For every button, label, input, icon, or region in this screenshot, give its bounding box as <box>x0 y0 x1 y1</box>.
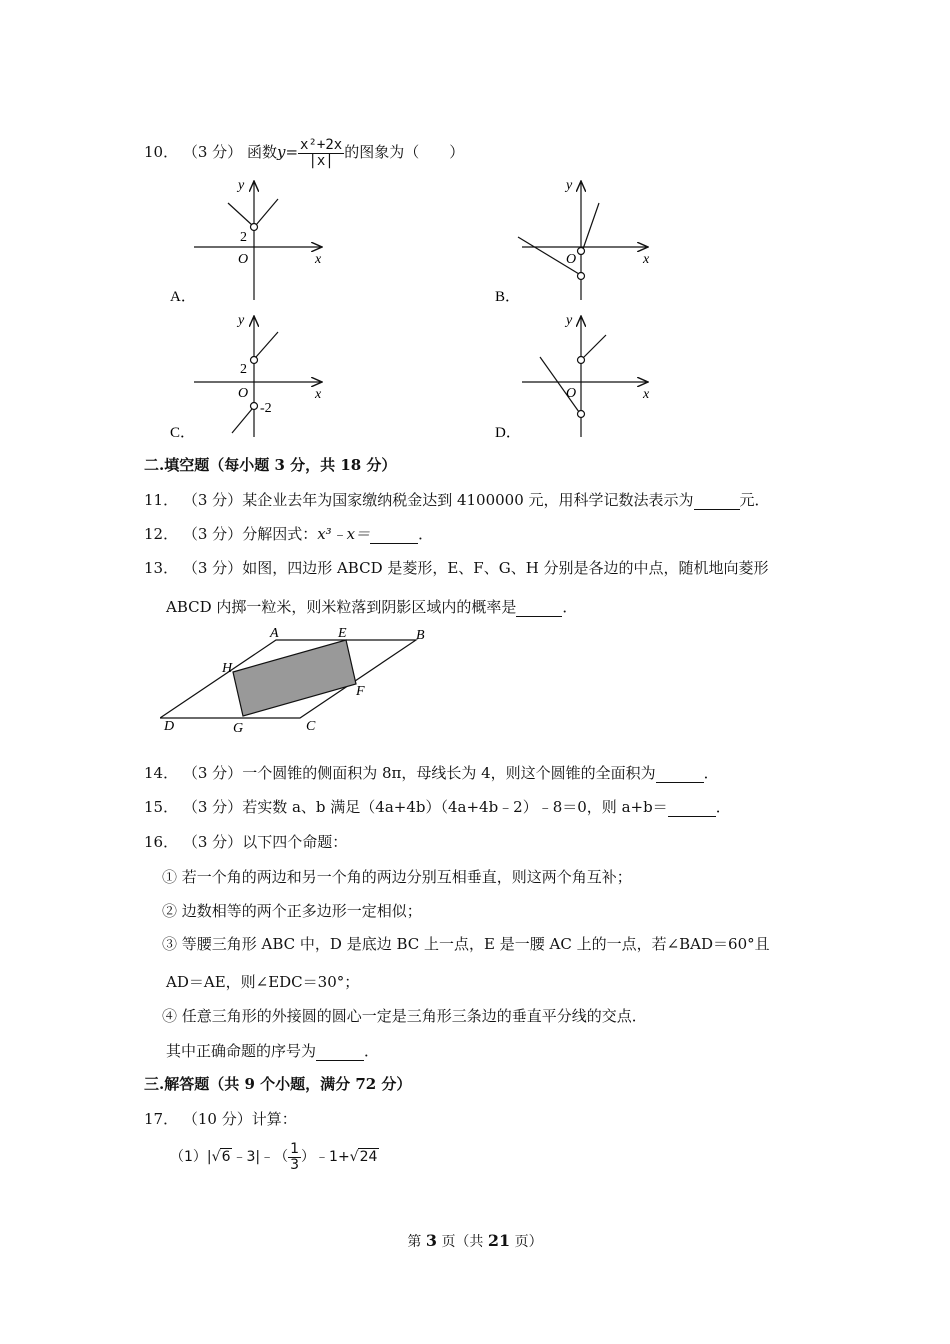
q16-conclusion-text: 其中正确命题的序号为 <box>166 1042 317 1060</box>
q12-number: 12． <box>144 525 179 543</box>
q11-tail: 元． <box>739 491 770 509</box>
q16-item-3-cont: AD＝AE，则∠EDC＝30°； <box>166 973 360 991</box>
q17-exp: ）﹣1+ <box>301 1149 350 1166</box>
q17-sqrt6: 6 <box>221 1149 231 1166</box>
option-a-label: A． <box>170 289 196 305</box>
q15-tail: ． <box>715 798 731 816</box>
graph-c-x-label: x <box>315 387 322 402</box>
label-a: A <box>270 626 279 641</box>
graph-c-open-point-upper <box>251 357 258 364</box>
q10-text-after: 的图象为（ ） <box>344 143 465 162</box>
q12-score: （3 分） <box>182 525 243 543</box>
label-b: B <box>416 628 425 643</box>
q10-text-before: 函数 <box>246 143 277 162</box>
q15-answer-blank[interactable] <box>668 798 716 817</box>
q16-item-1: ① 若一个角的两边和另一个角的两边分别互相垂直，则这两个角互补； <box>162 868 632 886</box>
graph-a-x-label: x <box>315 252 322 267</box>
graph-c-mark-upper: 2 <box>240 362 247 377</box>
q14-answer-blank[interactable] <box>656 764 704 783</box>
q14-tail: ． <box>703 764 719 782</box>
footer-page-number: 3 <box>425 1231 437 1250</box>
graph-a-open-point <box>251 224 258 231</box>
graph-c-left-ray <box>232 409 252 433</box>
label-g: G <box>233 721 244 736</box>
q14-score: （3 分） <box>182 764 243 782</box>
q16-item-3: ③ 等腰三角形 ABC 中，D 是底边 BC 上一点，E 是一腰 AC 上的一点，若∠BAD＝60°且 <box>162 935 770 953</box>
graph-c <box>170 313 322 441</box>
q15-number: 15． <box>144 798 179 816</box>
q12-tail: ． <box>418 525 434 543</box>
q17-sqrt24: 24 <box>359 1149 378 1166</box>
q13-text-line2: ABCD 内掷一粒米，则米粒落到阴影区域内的概率是 <box>166 598 517 616</box>
q11-score: （3 分） <box>182 491 243 509</box>
option-d-label: D． <box>495 425 521 441</box>
q10-graphs <box>150 175 710 450</box>
graph-d-origin-label: O <box>566 386 577 401</box>
q13-number: 13． <box>144 559 179 577</box>
q13-score: （3 分） <box>182 559 243 577</box>
graph-c-y-label: y <box>238 313 245 328</box>
footer-total-pages: 21 <box>487 1231 511 1250</box>
q17-minus3: ﹣3|﹣（ <box>232 1149 289 1166</box>
graph-a <box>170 178 322 305</box>
footer-post: 页） <box>514 1234 543 1250</box>
q13-answer-blank[interactable] <box>516 598 562 617</box>
label-c: C <box>306 719 316 734</box>
q17-part1 <box>170 1142 379 1172</box>
q12-text: 分解因式： <box>242 525 318 543</box>
option-b-label: B． <box>495 289 521 305</box>
q15 <box>144 796 731 817</box>
label-h: H <box>222 661 233 676</box>
graph-a-right-ray <box>256 199 278 225</box>
q15-text: 若实数 a、b 满足（4a+4b）（4a+4b﹣2）﹣8＝0，则 a+b＝ <box>242 798 668 816</box>
q10-frac-den: |x| <box>308 152 334 169</box>
graph-c-origin-label: O <box>238 386 249 401</box>
q17-score: （10 分） <box>182 1110 252 1128</box>
q16-conclusion <box>166 1040 379 1061</box>
option-c-label: C． <box>170 425 196 441</box>
graph-d-left-ray <box>540 357 579 412</box>
graph-a-y-label: y <box>238 178 245 193</box>
graph-d-open-point-upper <box>578 357 585 364</box>
q12-expr: x³﹣x＝ <box>317 525 371 543</box>
q12 <box>144 523 433 544</box>
graph-c-open-point-lower <box>251 403 258 410</box>
q15-score: （3 分） <box>182 798 243 816</box>
q17-frac-num: 1 <box>290 1141 300 1157</box>
label-e: E <box>338 626 347 641</box>
q17 <box>144 1108 297 1129</box>
q16-answer-blank[interactable] <box>316 1042 364 1061</box>
q13-rhombus-figure <box>160 622 450 737</box>
graph-b-y-label: y <box>566 178 573 193</box>
q13-line1 <box>144 557 769 578</box>
graph-d-y-label: y <box>566 313 573 328</box>
q13-text-line1: 如图，四边形 ABCD 是菱形，E、F、G、H 分别是各边的中点，随机地向菱形 <box>242 559 769 577</box>
q17-part1-label: （1） <box>170 1149 207 1166</box>
footer-pre: 第 <box>407 1234 422 1250</box>
graph-b-open-point-upper <box>578 248 585 255</box>
graph-d-x-label: x <box>643 387 650 402</box>
q11 <box>144 489 770 510</box>
footer-mid: 页（共 <box>441 1234 484 1250</box>
graph-b <box>495 178 650 305</box>
graph-d <box>495 313 650 441</box>
q16-tail: ． <box>364 1042 380 1060</box>
section3-heading: 三.解答题（共 9 个小题，满分 72 分） <box>144 1075 412 1093</box>
q17-text: 计算： <box>251 1110 297 1128</box>
q16-text: 以下四个命题： <box>242 833 348 851</box>
q16 <box>144 831 347 852</box>
q10-number: 10． <box>144 143 179 162</box>
q10-y-eq: y= <box>276 143 299 162</box>
label-d: D <box>164 719 175 734</box>
q11-answer-blank[interactable] <box>694 491 740 510</box>
graph-c-mark-lower: -2 <box>260 401 272 416</box>
label-f: F <box>356 684 365 699</box>
sqrt-sign-icon-2: √ <box>349 1149 359 1166</box>
q10-fraction <box>298 138 344 168</box>
q16-number: 16． <box>144 833 179 851</box>
graph-d-open-point-lower <box>578 411 585 418</box>
page-footer <box>0 1231 950 1251</box>
graph-a-left-ray <box>228 203 252 225</box>
sqrt-sign-icon: √ <box>211 1149 221 1166</box>
q17-fraction <box>288 1142 301 1172</box>
graph-d-right-ray <box>583 335 606 358</box>
q17-abs-open: | <box>206 1149 212 1166</box>
q13-tail: ． <box>562 598 578 616</box>
q14-number: 14． <box>144 764 179 782</box>
q17-number: 17． <box>144 1110 179 1128</box>
q17-frac-den: 3 <box>290 1156 300 1173</box>
q14-text: 一个圆锥的侧面积为 8π，母线长为 4，则这个圆锥的全面积为 <box>242 764 656 782</box>
q10-frac-num: x²+2x <box>300 137 343 153</box>
q16-score: （3 分） <box>182 833 243 851</box>
q11-text: 某企业去年为国家缴纳税金达到 4100000 元，用科学记数法表示为 <box>242 491 694 509</box>
q16-item-4: ④ 任意三角形的外接圆的圆心一定是三角形三条边的垂直平分线的交点． <box>162 1007 647 1025</box>
q10-stem <box>144 138 464 168</box>
q11-number: 11． <box>144 491 179 509</box>
q14 <box>144 762 719 783</box>
graph-b-open-point-lower <box>578 273 585 280</box>
section2-heading: 二.填空题（每小题 3 分，共 18 分） <box>144 456 397 474</box>
graph-c-right-ray <box>256 332 278 357</box>
graph-a-mark: 2 <box>240 230 247 245</box>
graph-a-origin-label: O <box>238 252 249 267</box>
q13-line2 <box>166 596 577 617</box>
q10-score: （3 分） <box>182 143 243 162</box>
graph-b-origin-label: O <box>566 252 577 267</box>
shaded-rectangle-hefg <box>233 640 356 716</box>
graph-b-right-ray <box>583 203 599 249</box>
q16-item-2: ② 边数相等的两个正多边形一定相似； <box>162 902 422 920</box>
q12-answer-blank[interactable] <box>370 525 418 544</box>
graph-b-x-label: x <box>643 252 650 267</box>
